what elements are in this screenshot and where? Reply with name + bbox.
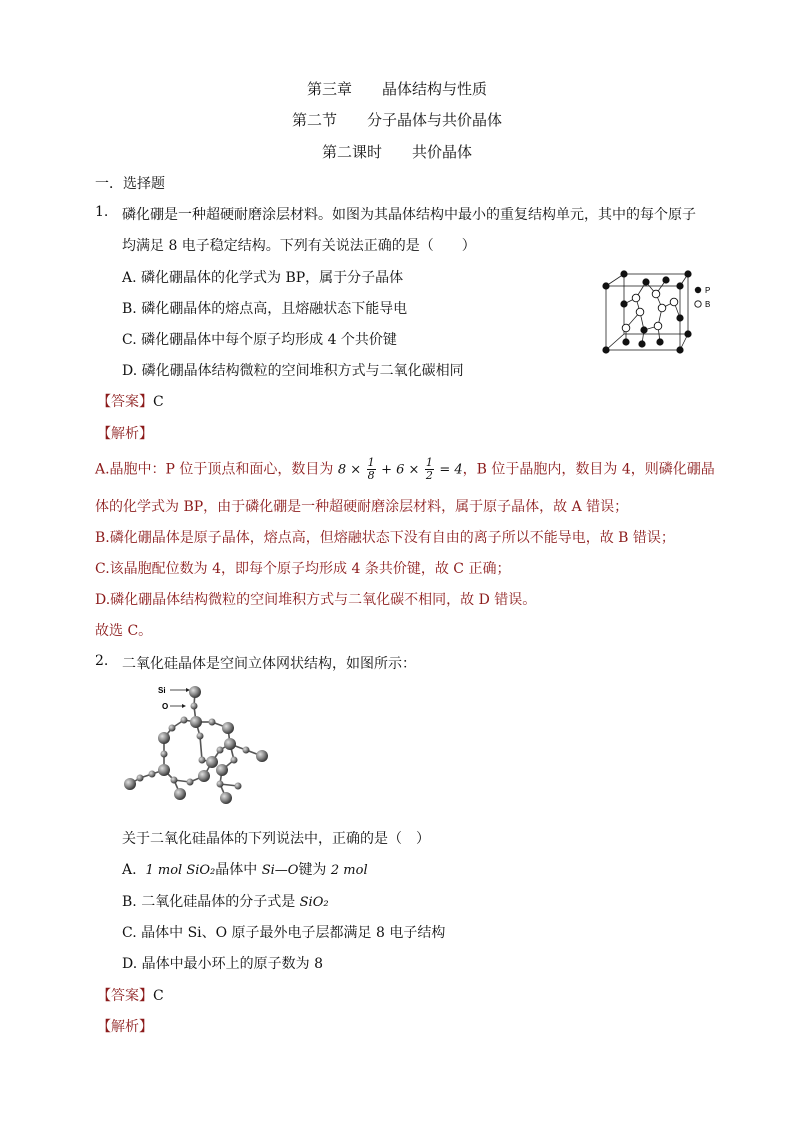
part-heading: 一．选择题 [95,176,165,192]
lesson-title: 第二课时 共价晶体 [321,143,472,161]
analysis-a-line1: A.晶胞中：P 位于顶点和面心，数目为 8 × $\frac{1}{8}$ + 6 × $\frac{1}{2}$ = 4，B 位于晶胞内，数目为 4，则磷化硼晶 [95,456,715,482]
q1-option-d: D. 磷化硼晶体结构微粒的空间堆积方式与二氧化碳相同 [122,363,464,379]
o-label: O [162,702,169,711]
section-title: 第二节 分子晶体与共价晶体 [291,111,502,129]
answer-value: C [153,394,164,410]
answer-value: C [153,988,164,1004]
q1-answer [97,391,164,411]
answer-label: 【答案】 [97,988,153,1004]
analysis-a-line2: 体的化学式为 BP，由于磷化硼是一种超硬耐磨涂层材料，属于原子晶体，故 A 错误； [95,499,629,515]
analysis-d-line: D.磷化硼晶体结构微粒的空间堆积方式与二氧化碳不相同，故 D 错误。 [95,592,537,608]
q1-option-a: A. 磷化硼晶体的化学式为 BP，属于分子晶体 [122,270,404,286]
fraction-one-half: $\frac{1}{2}$ [425,456,433,482]
q1-option-b: B. 磷化硼晶体的熔点高，且熔融状态下能导电 [122,301,408,317]
legend-p-label: P [705,286,711,295]
analysis-c-line: C.该晶胞配位数为 4，即每个原子均形成 4 条共价键，故 C 正确； [95,561,511,577]
q1-stem-line1: 磷化硼是一种超硬耐磨涂层材料。如图为其晶体结构中最小的重复结构单元，其中的每个原子 [122,207,696,223]
analysis-conclusion: 故选 C。 [95,623,153,639]
q2-option-c: C. 晶体中 Si、O 原子最外电子层都满足 8 电子结构 [122,925,446,941]
analysis-b-line: B.磷化硼晶体是原子晶体，熔点高，但熔融状态下没有自由的离子所以不能导电，故 B 错误； [95,530,675,546]
chapter-title: 第三章 晶体结构与性质 [306,80,487,98]
boron-phosphide-unit-cell-figure [596,268,716,358]
q1-stem-line2: 均满足 8 电子稳定结构。下列有关说法正确的是（ ） [122,238,476,254]
q2-number: 2. [95,653,109,669]
q2-stem: 二氧化硅晶体是空间立体网状结构，如图所示： [122,656,416,672]
answer-label: 【答案】 [97,394,153,410]
q2-analysis-label: 【解析】 [97,1019,153,1035]
q2-question: 关于二氧化硅晶体的下列说法中，正确的是（ ） [122,831,430,847]
si-label: Si [158,686,166,695]
q2-option-a: A. 1 mol SiO₂晶体中 Si—O键为 2 mol [122,862,368,878]
q1-number: 1. [95,204,109,220]
fraction-one-eighth: $\frac{1}{8}$ [367,456,375,482]
q1-analysis-label: 【解析】 [97,426,153,442]
legend-b-label: B [705,300,711,309]
silicon-dioxide-structure-figure [122,680,272,810]
q2-answer [97,985,164,1005]
q2-option-d: D. 晶体中最小环上的原子数为 8 [122,956,323,972]
q1-option-c: C. 磷化硼晶体中每个原子均形成 4 个共价键 [122,332,397,348]
q2-option-b: B. 二氧化硅晶体的分子式是 SiO₂ [122,894,329,910]
